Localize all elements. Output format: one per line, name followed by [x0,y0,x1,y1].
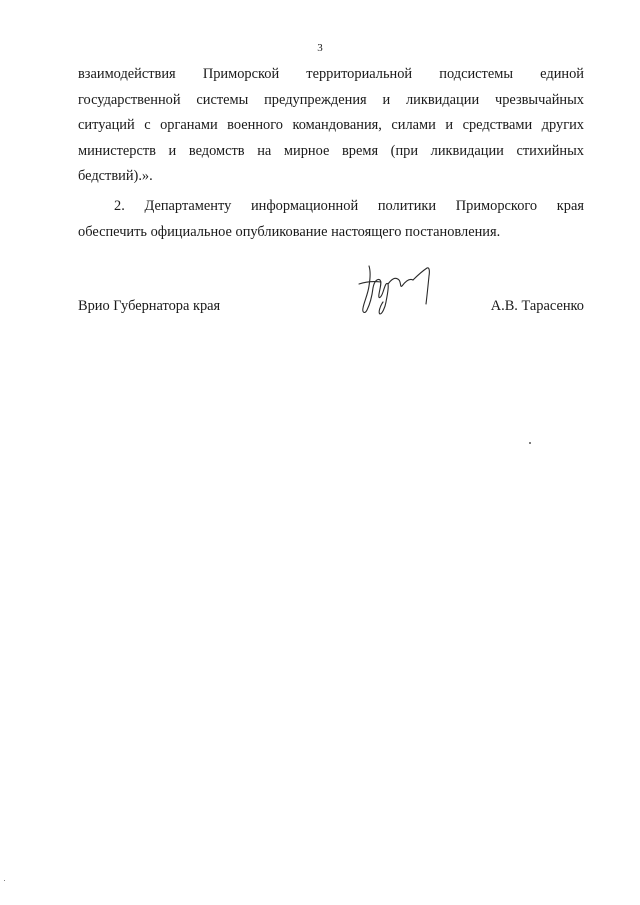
text-line: ситуаций с органами военного командования, силами и средствами других [78,117,584,133]
paragraph-continuation [78,62,584,190]
text-line: 2. Департаменту информационной политики Приморского края [114,198,584,214]
signatory-name: А.В. Тарасенко [490,298,584,314]
text-line: министерств и ведомств на мирное время (при ликвидации стихийных [78,142,584,159]
page-number: 3 [317,42,323,54]
paragraph-publication [78,194,584,245]
text-line: обеспечить официальное опубликование настоящего постановления. [78,223,501,240]
scan-speck [529,442,531,444]
signatory-position: Врио Губернатора края [78,298,221,314]
text-line: взаимодействия Приморской территориальной подсистемы единой [78,66,584,82]
signature-block [78,298,584,320]
scan-speck [4,880,5,881]
text-line: бедствий).». [78,168,153,184]
text-line: государственной системы предупреждения и ликвидации чрезвычайных [78,91,584,108]
